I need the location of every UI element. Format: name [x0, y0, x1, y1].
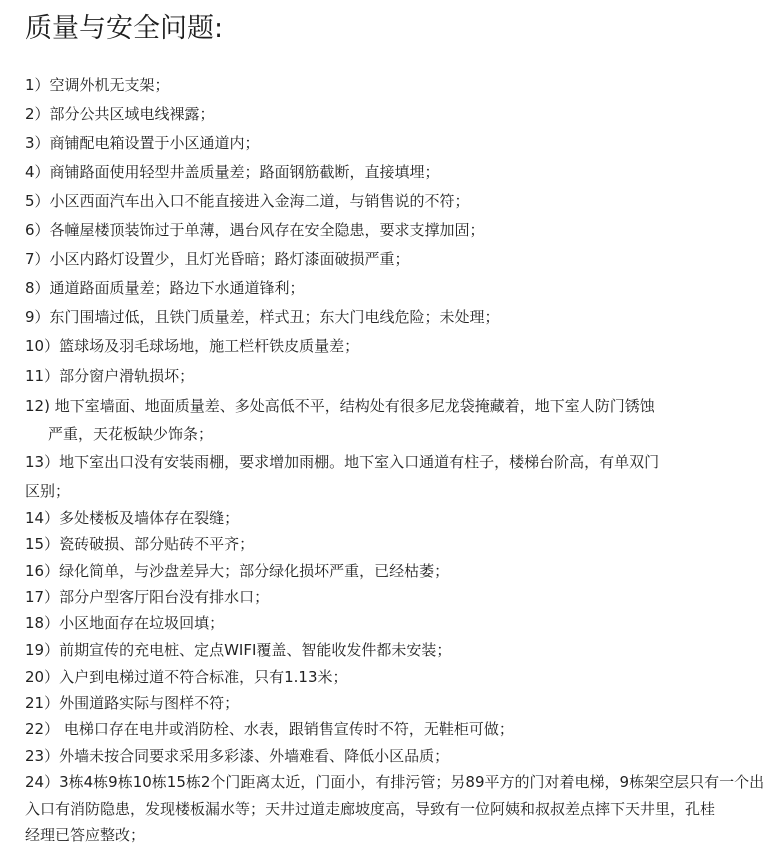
issue-item-20: 20）入户到电梯过道不符合标准，只有1.13米； [25, 668, 348, 686]
issue-item-7: 7）小区内路灯设置少，且灯光昏暗；路灯漆面破损严重； [25, 250, 410, 268]
issue-item-24-continued-1: 入口有消防隐患，发现楼板漏水等；天井过道走廊坡度高，导致有一位阿姨和叔叔差点摔下天井里，孔桂 [25, 800, 716, 818]
issue-item-10: 10）篮球场及羽毛球场地，施工栏杆铁皮质量差； [25, 337, 360, 355]
issue-item-5: 5）小区西面汽车出入口不能直接进入金海二道，与销售说的不符； [25, 192, 470, 210]
issue-item-12: 12) 地下室墙面、地面质量差、多处高低不平，结构处有很多尼龙袋掩藏着，地下室人防门锈蚀 [25, 397, 655, 415]
issue-item-19: 19）前期宣传的充电桩、定点WIFI覆盖、智能收发件都未安装； [25, 641, 452, 659]
issue-item-1: 1）空调外机无支架； [25, 76, 170, 94]
issue-item-18: 18）小区地面存在垃圾回填； [25, 614, 225, 632]
issue-item-4: 4）商铺路面使用轻型井盖质量差；路面钢筋截断，直接填埋； [25, 163, 440, 181]
issue-item-13: 13）地下室出口没有安装雨棚，要求增加雨棚。地下室入口通道有柱子，楼梯台阶高，有单双门 [25, 453, 660, 471]
issue-item-13-continued: 区别； [25, 482, 71, 500]
issue-item-23: 23）外墙未按合同要求采用多彩漆、外墙难看、降低小区品质； [25, 747, 450, 765]
issue-item-15: 15）瓷砖破损、部分贴砖不平齐； [25, 535, 255, 553]
issue-item-24: 24）3栋4栋9栋10栋15栋2个门距离太近，门面小，有排污管；另89平方的门对着电梯，9栋架空层只有一个出 [25, 773, 765, 791]
issue-item-21: 21）外围道路实际与图样不符； [25, 694, 240, 712]
issue-item-22: 22） 电梯口存在电井或消防栓、水表，跟销售宣传时不符，无鞋柜可做； [25, 720, 514, 738]
issue-item-2: 2）部分公共区域电线裸露； [25, 105, 215, 123]
issue-item-3: 3）商铺配电箱设置于小区通道内； [25, 134, 260, 152]
issue-item-24-continued-2: 经理已答应整改； [25, 826, 146, 844]
issue-item-14: 14）多处楼板及墙体存在裂缝； [25, 509, 240, 527]
issue-item-17: 17）部分户型客厅阳台没有排水口； [25, 588, 270, 606]
issue-item-9: 9）东门围墙过低，且铁门质量差，样式丑；东大门电线危险；未处理； [25, 308, 500, 326]
issue-item-12-continued: 严重，天花板缺少饰条； [48, 425, 214, 443]
issue-item-11: 11）部分窗户滑轨损坏； [25, 367, 195, 385]
issue-item-16: 16）绿化简单，与沙盘差异大；部分绿化损坏严重，已经枯萎； [25, 562, 450, 580]
page-title: 质量与安全问题: [25, 13, 224, 44]
issue-item-8: 8）通道路面质量差；路边下水通道锋利； [25, 279, 305, 297]
issue-item-6: 6）各幢屋楼顶装饰过于单薄，遇台风存在安全隐患，要求支撑加固； [25, 221, 485, 239]
